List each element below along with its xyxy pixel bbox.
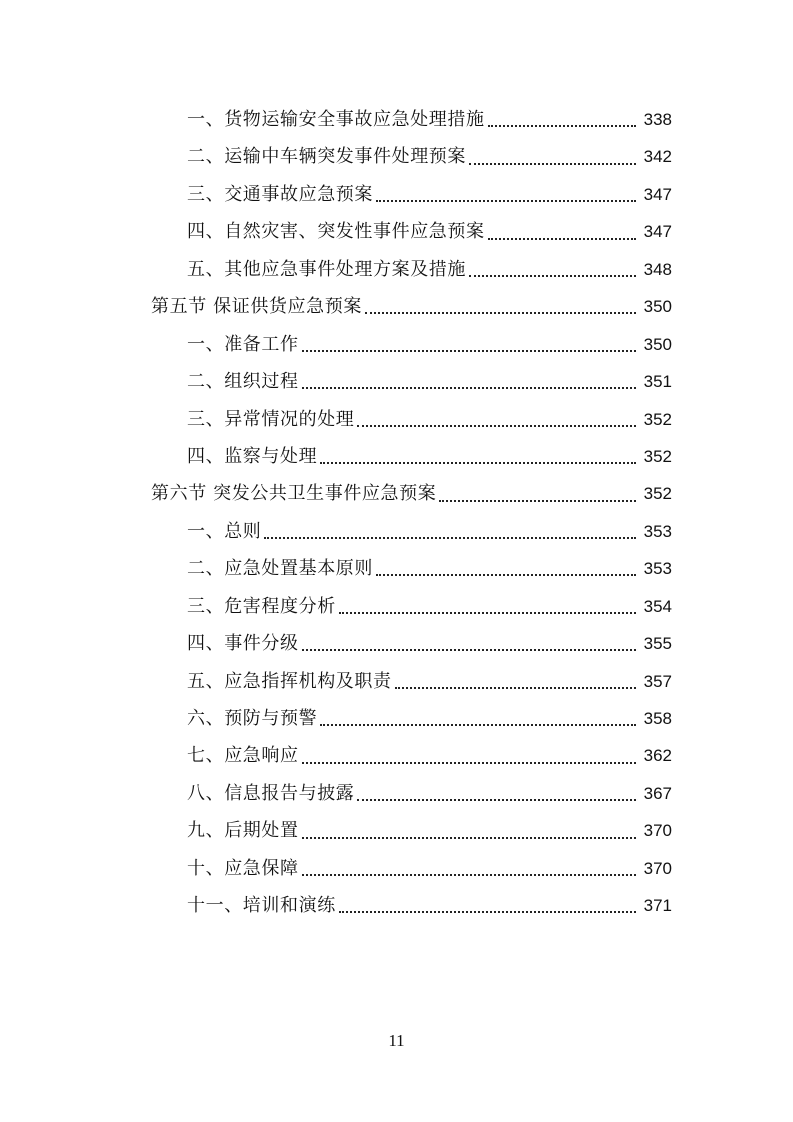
toc-entry-title: 五、其他应急事件处理方案及措施 [187, 258, 466, 280]
toc-entry-page: 358 [643, 709, 672, 728]
toc-entry[interactable] [0, 213, 793, 250]
toc-entry-page: 352 [643, 409, 672, 429]
toc-dot-leader [357, 424, 636, 427]
toc-dot-leader [469, 162, 636, 165]
toc-entry[interactable] [0, 812, 793, 849]
toc-dot-leader [488, 124, 636, 127]
toc-entry[interactable] [0, 625, 793, 662]
toc-dot-leader [264, 536, 636, 539]
toc-dot-leader [320, 461, 636, 464]
toc-entry-title: 七、应急响应 [187, 745, 299, 767]
toc-entry[interactable] [0, 550, 793, 587]
toc-dot-leader [365, 311, 636, 314]
toc-section-entry[interactable] [0, 475, 793, 512]
toc-entry[interactable] [0, 251, 793, 288]
toc-entry-page: 370 [643, 858, 672, 878]
toc-entry[interactable] [0, 438, 793, 475]
toc-dot-leader [469, 274, 636, 277]
toc-entry-title: 四、监察与处理 [187, 445, 318, 467]
toc-dot-leader [302, 349, 636, 352]
toc-entry[interactable] [0, 513, 793, 550]
toc-entry-title: 三、异常情况的处理 [187, 408, 355, 430]
toc-entry-page: 350 [643, 334, 672, 354]
toc-dot-leader [302, 648, 636, 651]
toc-dot-leader [339, 910, 636, 913]
toc-entry[interactable] [0, 775, 793, 812]
toc-entry-title: 八、信息报告与披露 [187, 782, 355, 804]
toc-entry-page: 371 [643, 896, 672, 916]
toc-dot-leader [376, 199, 636, 202]
toc-dot-leader [302, 873, 636, 876]
toc-entry[interactable] [0, 401, 793, 438]
toc-entry-page: 350 [643, 297, 672, 317]
toc-entry-page: 352 [643, 446, 672, 466]
toc-entry[interactable] [0, 326, 793, 363]
toc-entry-title: 一、总则 [187, 520, 262, 542]
toc-entry[interactable] [0, 101, 793, 138]
toc-entry[interactable] [0, 138, 793, 175]
toc-entry[interactable] [0, 737, 793, 774]
toc-entry-page: 342 [643, 147, 672, 167]
toc-entry-title: 一、准备工作 [187, 333, 299, 355]
toc-entry-page: 352 [643, 484, 672, 504]
toc-entry-page: 338 [643, 110, 672, 129]
toc-entry-title: 十、应急保障 [187, 857, 299, 879]
toc-section-title: 第五节 保证供货应急预案 [151, 296, 362, 318]
toc-entry-page: 357 [643, 671, 672, 691]
toc-entry-title: 九、后期处置 [187, 820, 299, 842]
toc-entry[interactable] [0, 663, 793, 700]
toc-entry-title: 三、交通事故应急预案 [187, 183, 373, 205]
toc-dot-leader [302, 386, 636, 389]
toc-entry[interactable] [0, 887, 793, 924]
toc-entry-title: 二、应急处置基本原则 [187, 558, 373, 580]
toc-entry-title: 四、事件分级 [187, 633, 299, 655]
toc-entry-page: 353 [643, 559, 672, 579]
toc-entry-title: 一、货物运输安全事故应急处理措施 [187, 109, 485, 130]
toc-entry-page: 351 [643, 372, 672, 392]
toc-entry-title: 二、组织过程 [187, 371, 299, 393]
toc-dot-leader [488, 237, 636, 240]
table-of-contents [0, 101, 793, 925]
toc-entry-title: 三、危害程度分析 [187, 595, 336, 617]
toc-dot-leader [320, 723, 636, 726]
toc-section-entry[interactable] [0, 288, 793, 325]
toc-entry-page: 367 [643, 783, 672, 803]
toc-entry-page: 347 [643, 184, 672, 204]
toc-dot-leader [395, 686, 636, 689]
toc-entry[interactable] [0, 176, 793, 213]
toc-dot-leader [302, 761, 636, 764]
toc-entry-page: 348 [643, 259, 672, 279]
toc-entry-page: 370 [643, 821, 672, 841]
toc-dot-leader [339, 611, 636, 614]
toc-entry-title: 四、自然灾害、突发性事件应急预案 [187, 221, 485, 243]
toc-entry[interactable] [0, 363, 793, 400]
toc-entry[interactable] [0, 588, 793, 625]
toc-entry[interactable] [0, 850, 793, 887]
toc-entry-title: 二、运输中车辆突发事件处理预案 [187, 146, 466, 168]
toc-entry-page: 362 [643, 746, 672, 766]
toc-entry-page: 347 [643, 222, 672, 242]
toc-section-title: 第六节 突发公共卫生事件应急预案 [151, 483, 437, 505]
toc-dot-leader [376, 573, 636, 576]
toc-dot-leader [357, 798, 636, 801]
toc-entry[interactable] [0, 700, 793, 737]
toc-entry-title: 五、应急指挥机构及职责 [187, 670, 392, 692]
toc-entry-title: 六、预防与预警 [187, 708, 318, 729]
page-number: 11 [388, 1031, 405, 1050]
toc-entry-page: 353 [643, 521, 672, 541]
toc-entry-page: 355 [643, 634, 672, 654]
toc-dot-leader [439, 499, 636, 502]
toc-dot-leader [302, 836, 636, 839]
toc-entry-title: 十一、培训和演练 [187, 895, 336, 917]
toc-entry-page: 354 [643, 596, 672, 616]
